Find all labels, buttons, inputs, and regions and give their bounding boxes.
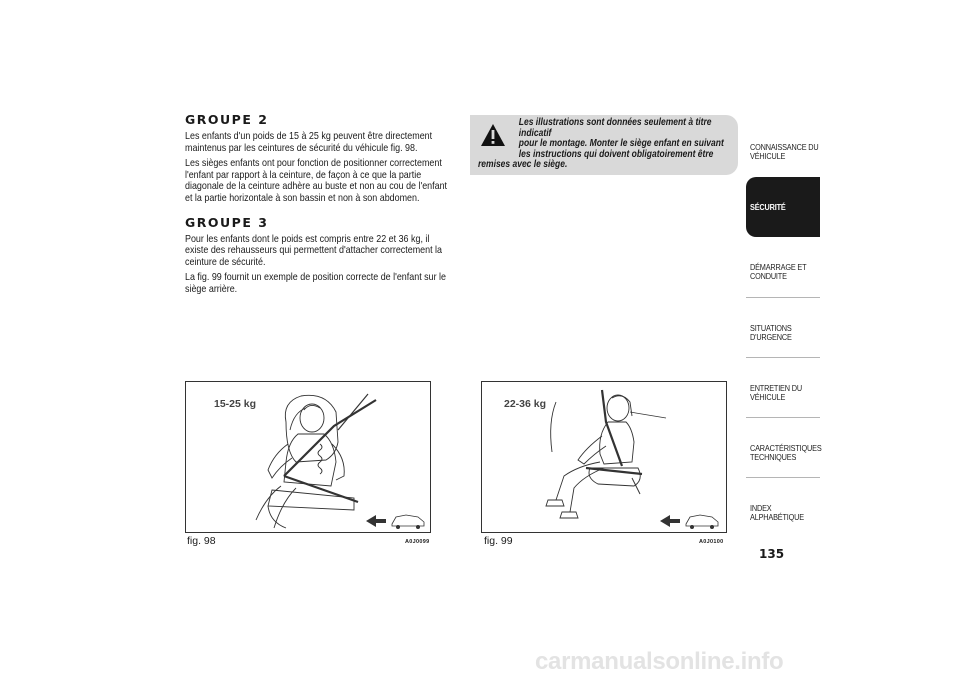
tab-label-line-1: SÉCURITÉ	[750, 202, 786, 212]
figure-99-weight-label: 22-36 kg	[504, 398, 547, 410]
tab-label-line-1: INDEX	[750, 503, 772, 513]
figure-99-code: A0J0100	[699, 539, 724, 545]
warning-box	[470, 115, 738, 175]
tab-label-line-2: D'URGENCE	[750, 332, 792, 343]
figure-99	[481, 381, 727, 533]
warning-line-3: les instructions qui doivent obligatoirement être	[518, 148, 714, 160]
tab-connaissance-du-vehicule[interactable]	[746, 117, 820, 177]
tab-label-line-2: ALPHABÉTIQUE	[750, 512, 804, 523]
tab-caracteristiques-techniques[interactable]	[746, 417, 820, 477]
figure-98	[185, 381, 431, 533]
vehicle-direction-icon	[366, 515, 424, 529]
tab-index-alphabetique[interactable]	[746, 477, 820, 537]
tab-label-line-2: TECHNIQUES	[750, 452, 797, 463]
tab-securite[interactable]	[746, 177, 820, 237]
tab-label-line-1: ENTRETIEN DU	[750, 383, 802, 393]
group2-heading: GROUPE 2	[185, 112, 269, 127]
tab-label-line-1: SITUATIONS	[750, 323, 792, 333]
group3-paragraph-1: Pour les enfants dont le poids est compris entre 22 et 36 kg, il existe des rehausseurs qui permettent d'attacher correctement la ceinture de sécurité.	[185, 233, 443, 268]
warning-line-2: pour le montage. Monter le siège enfant en suivant	[518, 138, 724, 150]
tab-label-line-1: DÉMARRAGE ET	[750, 262, 807, 272]
warning-text	[478, 118, 733, 171]
figure-98-caption: fig. 98	[187, 535, 216, 547]
tab-demarrage-et-conduite[interactable]	[746, 237, 820, 297]
tab-label-line-1: CARACTÉRISTIQUES	[750, 443, 822, 453]
main-text-column	[185, 112, 450, 300]
warning-line-4: remises avec le siège.	[478, 159, 568, 171]
vehicle-direction-icon	[660, 515, 718, 529]
group3-paragraph-2: La fig. 99 fournit un exemple de position correcte de l'enfant sur le siège arrière.	[185, 272, 447, 295]
group3-heading: GROUPE 3	[185, 214, 269, 230]
watermark: carmanualsonline.info	[535, 648, 784, 675]
figure-98-weight-label: 15-25 kg	[214, 398, 257, 410]
tab-label-line-1: CONNAISSANCE DU	[750, 142, 819, 152]
section-tabs	[746, 117, 820, 537]
figure-99-caption: fig. 99	[484, 535, 513, 547]
page-number: 135	[759, 547, 785, 561]
figure-98-code: A0J0099	[405, 539, 430, 545]
group2-paragraph-1: Les enfants d'un poids de 15 à 25 kg peuvent être directement maintenus par les ceintures de sécurité du véhicule fig. 98.	[185, 131, 433, 154]
group2-paragraph-2: Les sièges enfants ont pour fonction de positionner correctement l'enfant par rapport à la ceinture, de façon à ce que la partie diagonale de la ceinture adhère au buste et non au cou de l'enfant et la partie horizontale à son bassin et non à son abdomen.	[185, 158, 448, 204]
tab-label-line-2: VÉHICULE	[750, 151, 786, 162]
tab-label-line-2: VÉHICULE	[750, 392, 786, 403]
tab-label-line-2: CONDUITE	[750, 271, 787, 282]
warning-line-1: Les illustrations sont données seulement à titre indicatif	[518, 117, 712, 139]
tab-entretien-du-vehicule[interactable]	[746, 357, 820, 417]
tab-situations-d-urgence[interactable]	[746, 297, 820, 357]
